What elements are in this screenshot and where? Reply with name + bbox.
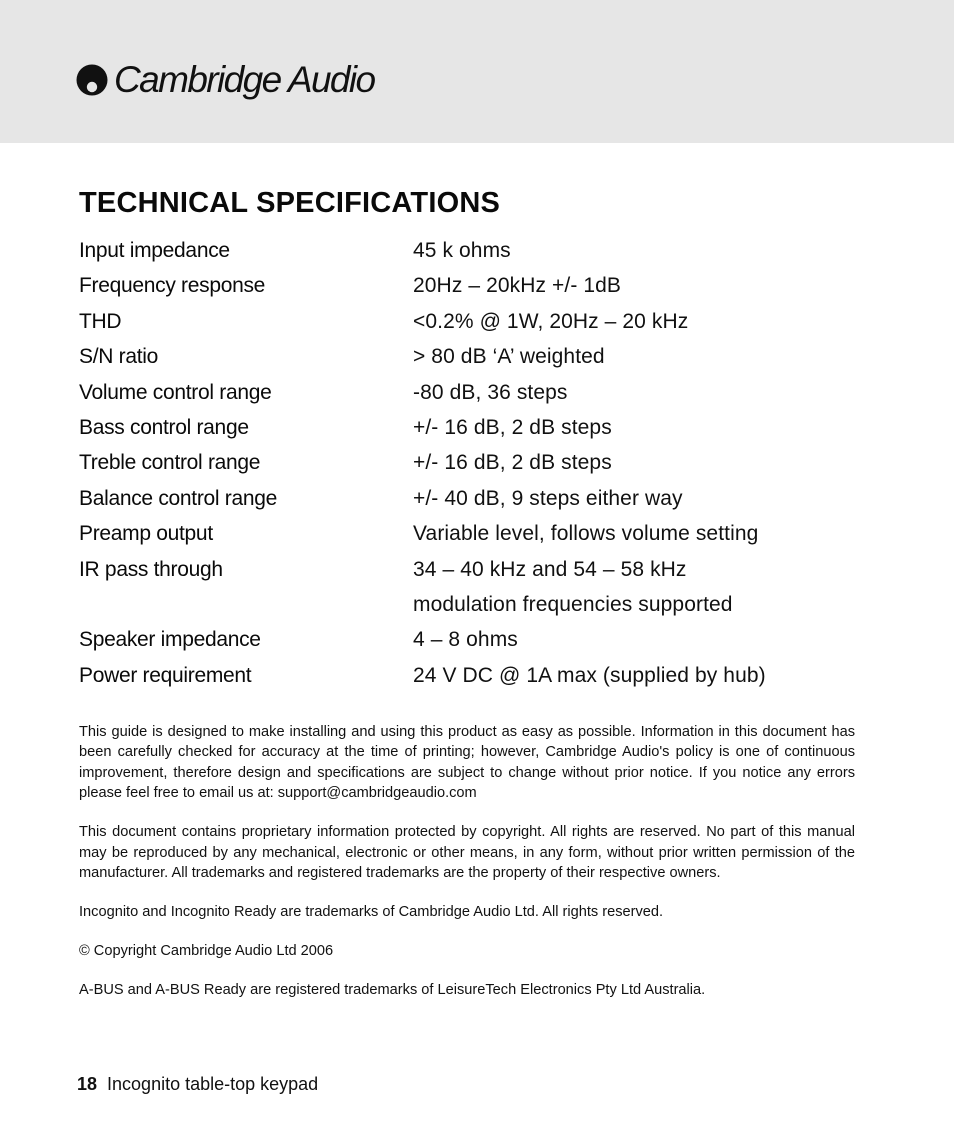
trademark-notice: Incognito and Incognito Ready are trademarks of Cambridge Audio Ltd. All rights reserved.	[79, 904, 664, 921]
spec-value: 20Hz – 20kHz +/- 1dB	[413, 274, 622, 298]
spec-value-continued: modulation frequencies supported	[413, 593, 733, 617]
spec-row	[79, 516, 879, 551]
spec-row	[79, 658, 879, 693]
page-number: 18	[77, 1074, 98, 1094]
spec-row	[79, 375, 879, 410]
spec-value: +/- 16 dB, 2 dB steps	[413, 451, 612, 475]
brand-name: Cambridge Audio	[114, 59, 375, 100]
spec-row	[79, 481, 879, 516]
disclaimer-paragraph: This guide is designed to make installing and using this product as easy as possible. Information in this document has been carefully checked for accuracy at the time of printing; however, Cambridge Audio's policy is one of continuous improvement, therefore design and specifications are subject to change without prior notice. If you notice any errors please feel free to email us at: support@cambridgeaudio.com	[79, 724, 855, 802]
spec-label: Speaker impedance	[79, 628, 261, 652]
spec-row	[79, 233, 879, 268]
abus-trademark-notice: A-BUS and A-BUS Ready are registered trademarks of LeisureTech Electronics Pty Ltd Australia.	[79, 982, 706, 999]
spec-row	[79, 304, 879, 339]
brand-logo	[76, 60, 375, 100]
footer-doc-title: Incognito table-top keypad	[107, 1074, 319, 1094]
header-band	[0, 0, 954, 143]
spec-label: S/N ratio	[79, 345, 158, 369]
spec-label: Input impedance	[79, 239, 230, 262]
page-footer	[77, 1074, 318, 1095]
cambridge-audio-logo-icon	[76, 64, 108, 96]
spec-value: -80 dB, 36 steps	[413, 380, 568, 404]
spec-value: +/- 16 dB, 2 dB steps	[413, 416, 612, 440]
spec-label: Balance control range	[79, 486, 277, 510]
spec-table	[79, 233, 879, 693]
spec-value-group	[413, 552, 733, 623]
spec-value: 34 – 40 kHz and 54 – 58 kHz	[413, 557, 687, 581]
spec-row	[79, 622, 879, 657]
spec-value: Variable level, follows volume setting	[413, 522, 759, 546]
spec-label: Treble control range	[79, 451, 261, 475]
spec-row	[79, 339, 879, 374]
legal-notice	[79, 722, 855, 1019]
spec-value: 45 k ohms	[413, 239, 511, 262]
spec-row	[79, 552, 879, 623]
spec-label: Volume control range	[79, 380, 272, 404]
page-title: TECHNICAL SPECIFICATIONS	[79, 187, 501, 219]
spec-row	[79, 410, 879, 445]
spec-label: Bass control range	[79, 416, 249, 440]
spec-value: +/- 40 dB, 9 steps either way	[413, 486, 683, 510]
spec-label: Power requirement	[79, 663, 252, 687]
spec-value: 24 V DC @ 1A max (supplied by hub)	[413, 663, 766, 687]
spec-row	[79, 268, 879, 303]
spec-value: <0.2% @ 1W, 20Hz – 20 kHz	[413, 309, 689, 333]
spec-label: IR pass through	[79, 557, 223, 581]
spec-row	[79, 445, 879, 480]
spec-label: Preamp output	[79, 522, 213, 546]
copyright-paragraph: This document contains proprietary information protected by copyright. All rights are reserved. No part of this manual may be reproduced by any mechanical, electronic or other means, in any form, without prior written permission of the manufacturer. All trademarks and registered trademarks are the property of their respective owners.	[79, 824, 855, 882]
spec-value: 4 – 8 ohms	[413, 628, 518, 652]
spec-label: THD	[79, 309, 122, 333]
spec-label: Frequency response	[79, 274, 266, 298]
copyright-line: © Copyright Cambridge Audio Ltd 2006	[79, 943, 334, 960]
spec-value: > 80 dB ‘A’ weighted	[413, 345, 605, 369]
